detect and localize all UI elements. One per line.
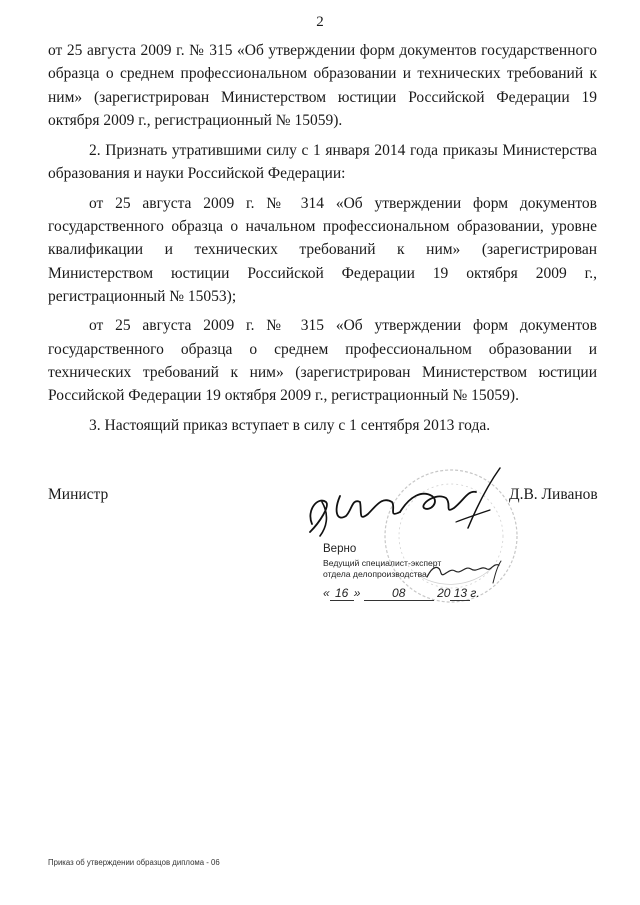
cert-date: « 16 » 08 20 13 г. bbox=[323, 586, 480, 600]
page-number: 2 bbox=[316, 14, 324, 30]
paragraph-order-315: от 25 августа 2009 г. № 315 «Об утверждении форм документов государственного образца о среднем профессиональном образовании и технических требований к ним» (зарегистрирован Министерством юстиции Российской Федерации 19 октября 2009 г., регистрационный № 15059). bbox=[48, 317, 597, 405]
paragraph-item-3: 3. Настоящий приказ вступает в силу с 1 сентября 2013 года. bbox=[89, 417, 491, 435]
cert-title: Верно bbox=[323, 543, 357, 555]
cert-department: отдела делопроизводства bbox=[323, 569, 427, 579]
minister-name: Д.В. Ливанов bbox=[509, 486, 598, 503]
cert-day: 16 bbox=[330, 586, 354, 601]
minister-title: Министр bbox=[48, 486, 109, 503]
certification-stamp bbox=[323, 543, 480, 600]
cert-year-prefix: 20 bbox=[437, 586, 451, 600]
cert-position: Ведущий специалист-эксперт bbox=[323, 558, 442, 568]
paragraph-continuation: от 25 августа 2009 г. № 315 «Об утверждении форм документов государственного образца о среднем профессиональном образовании и технических требований к ним» (зарегистрирован Министерством юстиции Российской Федерации 19 октября 2009 г., регистрационный № 15059). bbox=[48, 42, 597, 129]
cert-month: 08 bbox=[364, 586, 434, 601]
footer-file-label: Приказ об утверждении образцов диплома - 06 bbox=[48, 858, 220, 867]
paragraph-order-314: от 25 августа 2009 г. № 314 «Об утверждении форм документов государственного образца о начальном профессиональном образовании, уровне квалификации и технических требований к ним» (зарегистрирован Министерством юстиции Российской Федерации 19 октября 2009 г., регистрационный № 15053); bbox=[48, 194, 597, 305]
cert-year-suffix: 13 bbox=[450, 586, 470, 601]
paragraph-item-2: 2. Признать утратившими силу с 1 января 2014 года приказы Министерства образования и науки Российской Федерации: bbox=[48, 142, 597, 183]
cert-signature bbox=[423, 559, 503, 585]
document-body bbox=[48, 39, 597, 438]
